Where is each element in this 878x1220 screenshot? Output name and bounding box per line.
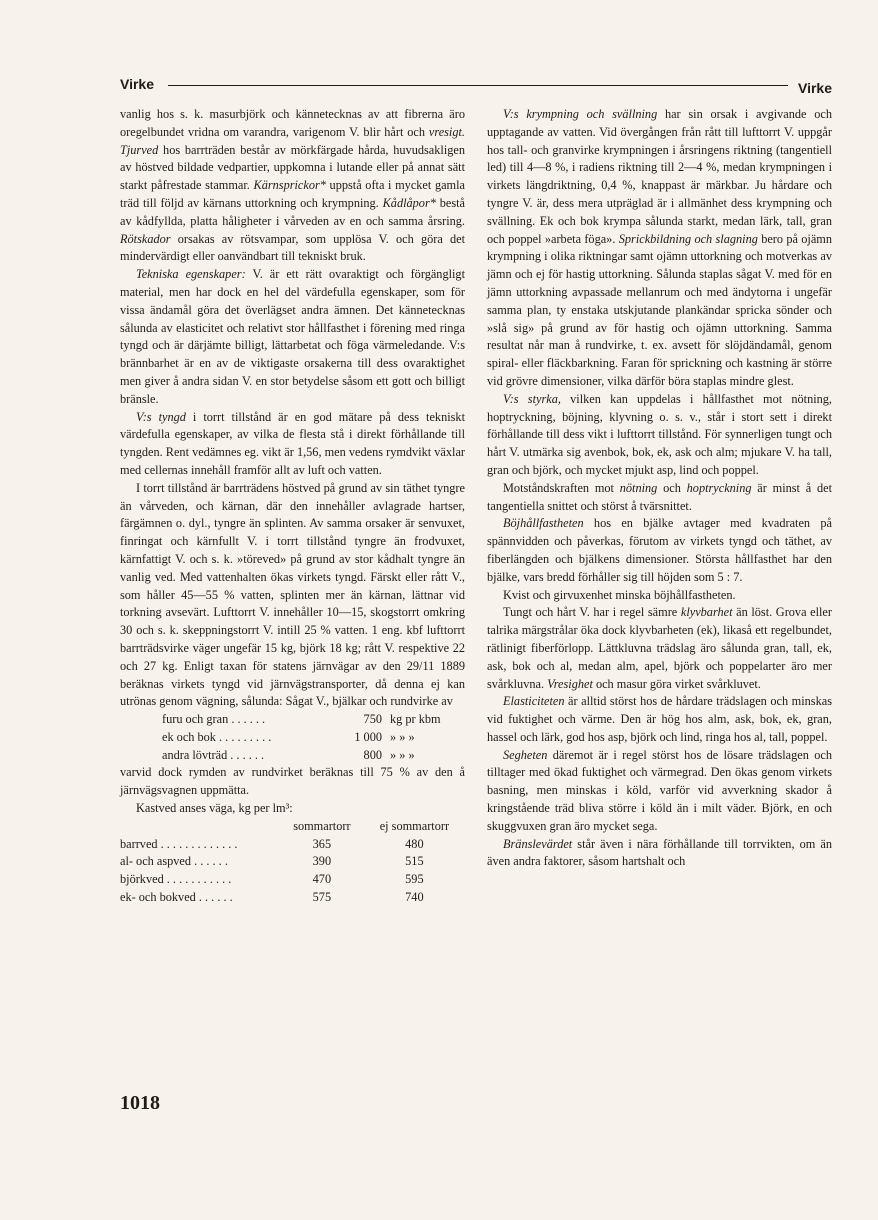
paragraph: Böjhållfastheten hos en bjälke avtager med kvadraten på spännvidden och påverkas, förutom av virkets tyngd och täthet, av fiberlängden och bjälkens dimensioner. Största hållfasthet har den bjälke, vars bredd förhåller sig till höjden som 5 : 7. [487, 516, 832, 584]
table-row: andra lövträd . . . . . . 800 » » » [162, 747, 415, 762]
table-header-row: sommartorr ej sommartorr [293, 818, 450, 833]
header-title-right: Virke [798, 80, 832, 96]
table-row: ek- och bokved . . . . . . 575 740 [120, 890, 424, 905]
paragraph: Elasticiteten är alltid störst hos de hårdare trädslagen och minskas vid fuktighet och värme. Den är hög hos alm, ask, bok, ek, gran, hassel och lärk, god hos asp, björk och lind, ringa hos al, tall, poppel. [487, 694, 832, 744]
left-column [120, 106, 465, 907]
paragraph: Motståndskraften mot nötning och hoptryckning är minst å det tangentiella snittet och störst å tvärsnittet. [487, 480, 832, 513]
paragraph: Kastved anses väga, kg per lm³: [136, 801, 293, 816]
table-row: björkved . . . . . . . . . . . 470 595 [120, 872, 424, 887]
paragraph: Tekniska egenskaper: V. är ett rätt ovaraktigt och förgängligt material, men har dock en hel del värdefulla egenskaper, som för vissa ändamål göra det överlägset andra ämnen. Det kännetecknas sålunda av elasticitet och relativt stor hållfasthet i förening med ringa tyngd och är därjämte billigt, lättarbetat och föga värmeledande. V:s brännbarhet är en av de viktigaste orsakerna till dess ovaraktighet men giver å andra sidan V. en stor betydelse såsom ett gott och billigt bränsle. [120, 267, 465, 406]
table-row: ek och bok . . . . . . . . . 1 000 » » » [162, 729, 415, 744]
header-title-left: Virke [120, 76, 154, 92]
paragraph: V:s styrka, vilken kan uppdelas i hållfasthet mot nötning, hoptryckning, böjning, klyvning o. s. v., står i stort sett i direkt förhållande till dess vikt i lufttorrt tillstånd. För synnerligen tungt och hårt V. utmärka sig avenbok, bok, ek, ask och alm; mjukare V. ha tall, gran och björk, och mycket mjukt asp, lind och poppel. [487, 391, 833, 477]
table-row: furu och gran . . . . . . 750 kg pr kbm [162, 712, 441, 727]
page-number: 1018 [120, 1092, 160, 1114]
right-column [487, 106, 832, 871]
paragraph: Kvist och girvuxenhet minska böjhållfastheten. [503, 587, 736, 602]
paragraph: V:s krympning och svällning har sin orsak i avgivande och upptagande av vatten. Vid övergången från rått till lufttorrt V. uppgår hos tall- och granvirke krympningen i årsringens riktning (tangentiell led) till 4—8 %, i radiens riktning till 2—4 %, medan krympningen i virkets längdriktning, 0,4 %, knappast är märkbar. Ju hårdare och tyngre V. är, dess mera utpräglad är i allmänhet dess krympning och svällning. Ek och bok krympa sålunda starkt, medan lärk, tall, gran och poppel »arbeta föga». Sprickbildning och slagning bero på ojämn krympning i olika riktningar samt ojämn uttorkning och motverkas av jämn och ej för hastig uttorkning. Sålunda staplas sågat V. med för en jämn uttorkning avpassade mellanrum och med ändytorna i ungefär samma plan, ty enstaka utskjutande plankändar spricka sönder och »slå sig» på grund av för hastig och ojämn uttorkning. Samma resultat når man å rundvirke, t. ex. avsett för slöjdändamål, genom spiral- eller fläckbarkning. Faran för sprickning och kastning är större vid grövre dimensioner, vilka därför böra staplas mindre glest. [487, 107, 833, 388]
paragraph: Tungt och hårt V. har i regel sämre klyvbarhet än löst. Grova eller talrika märgstrålar öka dock klyvbarheten (ek), likaså ett regelbundet, rätlinigt fiberförlopp. Lättkluvna trädslag äro sålunda gran, tall, ek, ask, bok och al, medan alm, apel, björk och poppelarter äro mer svårkluvna. Vresighet och masur göra virket svårkluvet. [487, 605, 832, 691]
paragraph: Bränslevärdet står även i nära förhållande till torrvikten, om än även andra faktorer, såsom hartshalt och [487, 836, 832, 869]
paragraph: V:s tyngd i torrt tillstånd är en god mätare på dess tekniskt värdefulla egenskaper, av vilka de flesta stå i direkt förhållande till tyngden. Rent vedämnes eg. vikt är 1,56, men vedens rymdvikt växlar med cellernas innehåll framför allt av luft och vatten. [120, 409, 465, 477]
running-header [120, 76, 832, 98]
paragraph: I torrt tillstånd är barrträdens höstved på grund av sin täthet tyngre än vårveden, och kärnan, där den innehåller avlagrade hartser, färgämnen o. dyl., tyngre än splinten. Av samma orsaker är senvuxet, finringat och kärnfullt V. i torrt tillstånd tyngre än frodvuxet, kärnfattigt V. och s. k. »töreved» på grund av stor kådhalt tyngre än vanlig ved. Med vattenhalten ökas virkets tyngd. Färskt eller rått V., som håller 45—55 % vatten, splinten mer än kärnan, lättnar vid torkning avsevärt. Lufttorrt V. innehåller 10—15, skogstorrt omkring 30 och s. k. skeppningstorrt V. intill 25 % vatten. 1 eng. kbf lufttorrt barrträdsvirke väger ungefär 15 kg, björk 18 kg; rått V. respektive 22 och 27 kg. Enligt taxan för statens järnvägar av den 29/11 1889 beräknas virkets tyngd vid järnvägstransporter, då denna ej kan utrönas genom vägning, sålunda: Sågat V., bjälkar och rundvirke av [120, 480, 465, 709]
table-row: al- och aspved . . . . . . 390 515 [120, 854, 424, 869]
paragraph: Segheten däremot är i regel störst hos de lösare trädslagen och tilltager med ökad fuktighet och värmegrad. Den ökas genom virkets basning, men minskas i köld, varför vid avverkning skador å kringstående träd bliva större i köld än i milt väder. Björk, en och skuggvuxen gran äro mycket sega. [487, 747, 832, 833]
kastved-table [120, 818, 465, 907]
paragraph: vanlig hos s. k. masurbjörk och kännetecknas av att fibrerna äro oregelbundet vridna om varandra, varigenom V. blir hårt och vresigt. Tjurved hos barrträden består av mörkfärgade hårda, huvudsakligen av höstved bildade vedpartier, uppkomna i lutande eller på annat sätt starkt påfrestade stammar. Kärnsprickor* uppstå ofta i mycket gamla träd till följd av kärnans uttorkning och krympning. Kådlåpor* bestå av kådfyllda, platta håligheter i vårveden av en och samma årsring. Rötskador orsakas av rötsvampar, som upplösa V. och göra det mindervärdigt eller oanvändbart till tekniskt bruk. [120, 107, 465, 264]
paragraph: varvid dock rymden av rundvirket beräknas till 75 % av den å järnvägsvagnen uppmätta. [120, 765, 465, 798]
header-rule [168, 85, 788, 86]
table-row: barrved . . . . . . . . . . . . . 365 480 [120, 836, 424, 851]
weight-table [120, 711, 465, 764]
